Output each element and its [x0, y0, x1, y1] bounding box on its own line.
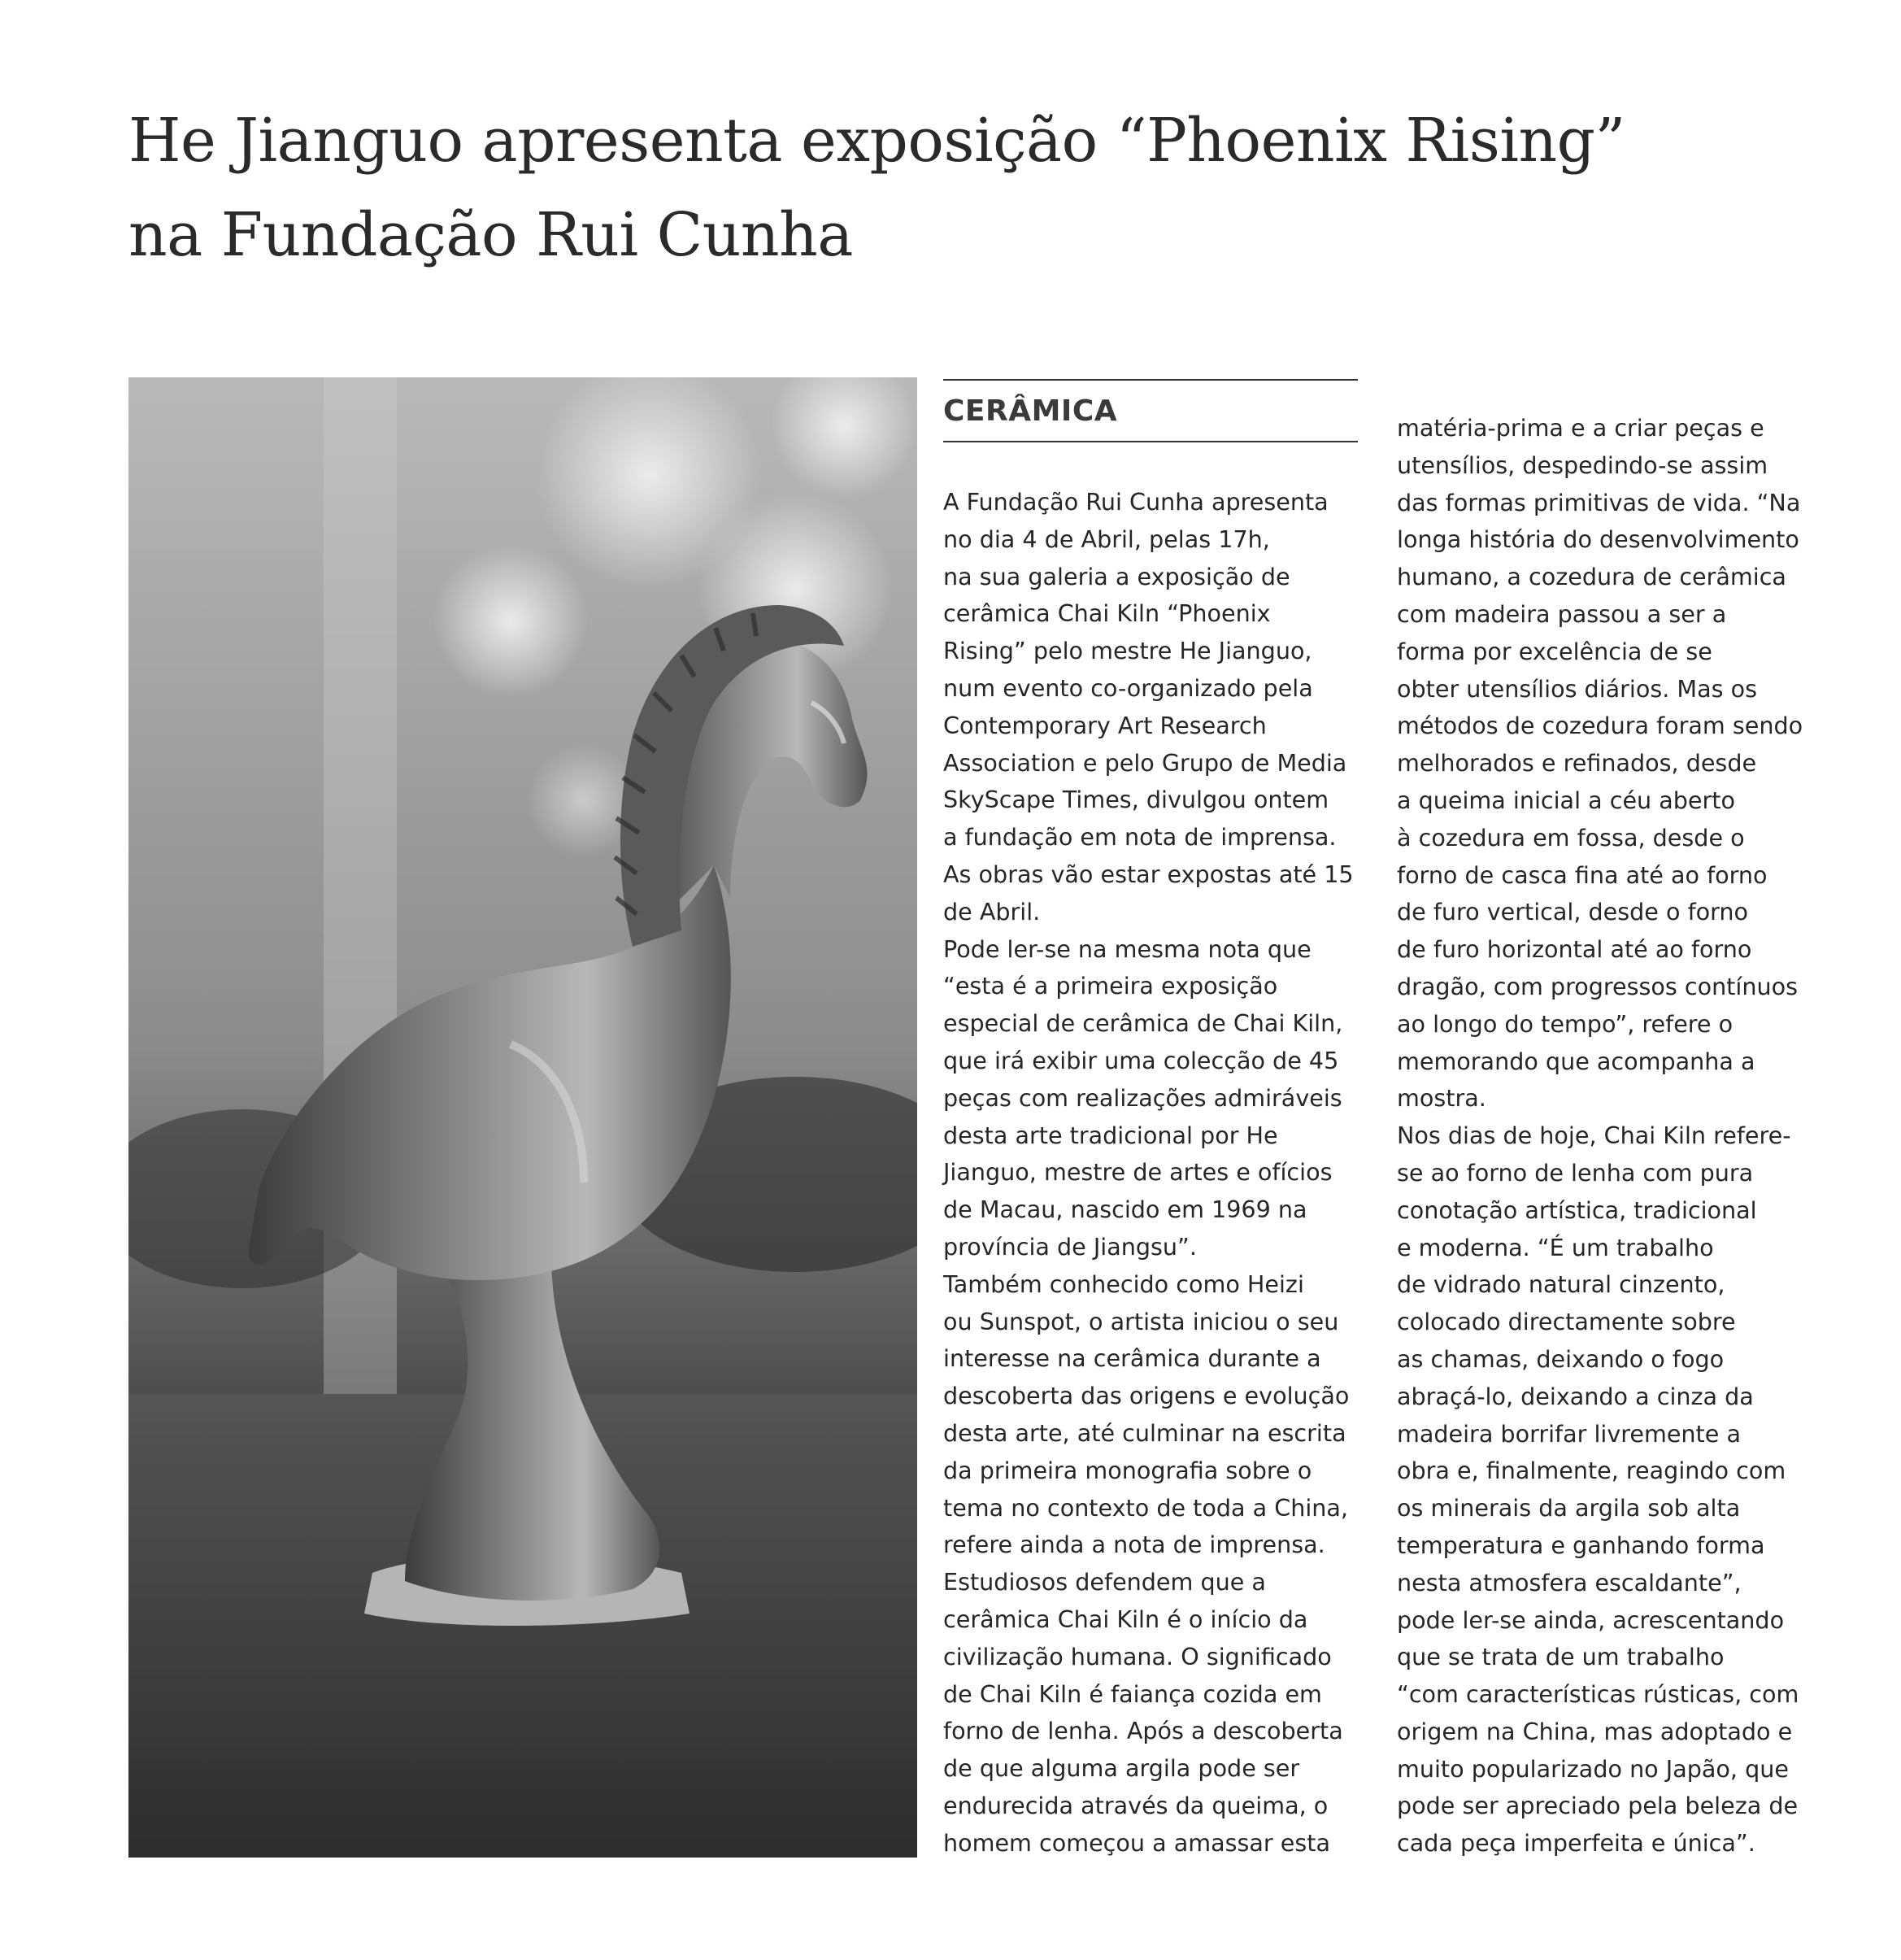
text-line: a fundação em nota de imprensa.	[943, 823, 1337, 852]
text-line: SkyScape Times, divulgou ontem	[943, 786, 1329, 814]
text-line: cerâmica Chai Kiln “Phoenix	[943, 599, 1271, 628]
text-line: de vidrado natural cinzento,	[1397, 1270, 1725, 1299]
headline-line-2: na Fundação Rui Cunha	[128, 200, 853, 270]
text-line: temperatura e ganhando forma	[1397, 1531, 1765, 1559]
text-line: abraçá-lo, deixando a cinza da	[1397, 1382, 1754, 1410]
text-line: métodos de cozedura foram sendo	[1397, 712, 1803, 740]
text-line: que irá exibir uma colecção de 45	[943, 1046, 1339, 1074]
text-line: Estudiosos defendem que a	[943, 1568, 1266, 1596]
text-line: melhorados e refinados, desde	[1397, 749, 1757, 777]
text-line: desta arte tradicional por He	[943, 1121, 1278, 1149]
text-line: memorando que acompanha a	[1397, 1047, 1755, 1075]
text-line: matéria-prima e a criar peças e	[1397, 414, 1764, 442]
text-line: forno de lenha. Após a descoberta	[943, 1717, 1343, 1745]
text-line: cada peça imperfeita e única”.	[1397, 1829, 1755, 1858]
text-line: endurecida através da queima, o	[943, 1791, 1329, 1819]
text-line: no dia 4 de Abril, pelas 17h,	[943, 525, 1270, 553]
ceramic-horse-photo	[128, 377, 917, 1858]
text-line: num evento co-organizado pela	[943, 673, 1313, 702]
text-line: obter utensílios diários. Mas os	[1397, 674, 1758, 703]
text-line: os minerais da argila sob alta	[1397, 1494, 1741, 1522]
text-line: ao longo do tempo”, refere o	[1397, 1009, 1734, 1038]
text-line: de Macau, nascido em 1969 na	[943, 1196, 1307, 1224]
text-line: Nos dias de hoje, Chai Kiln refere-	[1397, 1122, 1791, 1150]
text-line: de Chai Kiln é faiança cozida em	[943, 1679, 1322, 1708]
text-line: colocado directamente sobre	[1397, 1308, 1736, 1336]
text-line: de furo horizontal até ao forno	[1397, 935, 1752, 964]
text-line: nesta atmosfera escaldante”,	[1397, 1568, 1742, 1596]
text-line: cerâmica Chai Kiln é o início da	[943, 1605, 1308, 1633]
headline	[128, 94, 1755, 282]
section-rule-top	[943, 379, 1358, 381]
text-line: das formas primitivas de vida. “Na	[1397, 488, 1801, 516]
text-line: de furo vertical, desde o forno	[1397, 898, 1749, 926]
text-line: As obras vão estar expostas até 15	[943, 860, 1354, 888]
text-line: “com características rústicas, com	[1397, 1680, 1799, 1709]
text-line: conotação artística, tradicional	[1397, 1196, 1757, 1224]
text-line: utensílios, despedindo-se assim	[1397, 451, 1768, 479]
headline-line-1: He Jianguo apresenta exposição “Phoenix Rising”	[128, 106, 1625, 176]
ceramic-horse-illustration	[128, 377, 917, 1858]
text-line: Pode ler-se na mesma nota que	[943, 934, 1312, 963]
text-line: se ao forno de lenha com pura	[1397, 1158, 1754, 1187]
text-line: humano, a cozedura de cerâmica	[1397, 563, 1786, 591]
text-line: Jianguo, mestre de artes e ofícios	[943, 1158, 1333, 1187]
text-line: desta arte, até culminar na escrita	[943, 1418, 1346, 1447]
text-line: longa história do desenvolvimento	[1397, 525, 1799, 554]
text-line: pode ler-se ainda, acrescentando	[1397, 1605, 1785, 1634]
text-line: as chamas, deixando o fogo	[1397, 1344, 1725, 1373]
text-line: província de Jiangsu”.	[943, 1232, 1197, 1261]
article-column-2	[1397, 410, 1852, 1862]
text-line: a queima inicial a céu aberto	[1397, 786, 1735, 814]
text-line: forma por excelência de se	[1397, 637, 1712, 665]
text-line: Rising” pelo mestre He Jianguo,	[943, 637, 1312, 665]
text-line: à cozedura em fossa, desde o	[1397, 823, 1745, 852]
text-line: muito popularizado no Japão, que	[1397, 1754, 1789, 1783]
text-line: obra e, finalmente, reagindo com	[1397, 1457, 1786, 1485]
text-line: peças com realizações admiráveis	[943, 1083, 1342, 1112]
text-line: ou Sunspot, o artista iniciou o seu	[943, 1307, 1339, 1335]
text-line: tema no contexto de toda a China,	[943, 1493, 1349, 1522]
text-line: da primeira monografia sobre o	[943, 1456, 1312, 1484]
text-line: de que alguma argila pode ser	[943, 1754, 1300, 1783]
text-line: Também conhecido como Heizi	[943, 1270, 1304, 1298]
text-line: de Abril.	[943, 897, 1041, 926]
text-line: “esta é a primeira exposição	[943, 972, 1278, 1000]
text-line: civilização humana. O significado	[943, 1642, 1332, 1670]
article-column-1	[943, 484, 1366, 1862]
text-line: refere ainda a nota de imprensa.	[943, 1531, 1325, 1559]
text-line: mostra.	[1397, 1084, 1486, 1113]
section-rule-bottom	[943, 441, 1358, 442]
text-line: na sua galeria a exposição de	[943, 562, 1290, 590]
text-line: descoberta das origens e evolução	[943, 1382, 1350, 1410]
text-line: e moderna. “É um trabalho	[1397, 1233, 1714, 1261]
text-line: dragão, com progressos contínuos	[1397, 972, 1798, 1000]
text-line: especial de cerâmica de Chai Kiln,	[943, 1009, 1343, 1038]
text-line: forno de casca fina até ao forno	[1397, 860, 1768, 889]
text-line: que se trata de um trabalho	[1397, 1643, 1725, 1671]
text-line: homem começou a amassar esta	[943, 1828, 1330, 1857]
text-line: origem na China, mas adoptado e	[1397, 1717, 1793, 1745]
text-line: com madeira passou a ser a	[1397, 599, 1727, 628]
section-label: CERÂMICA	[943, 394, 1118, 428]
text-line: pode ser apreciado pela beleza de	[1397, 1792, 1799, 1820]
text-line: madeira borrifar livremente a	[1397, 1419, 1741, 1448]
text-line: Association e pelo Grupo de Media	[943, 748, 1347, 777]
text-line: Contemporary Art Research	[943, 711, 1267, 739]
text-line: A Fundação Rui Cunha apresenta	[943, 488, 1329, 516]
text-line: interesse na cerâmica durante a	[943, 1344, 1321, 1373]
